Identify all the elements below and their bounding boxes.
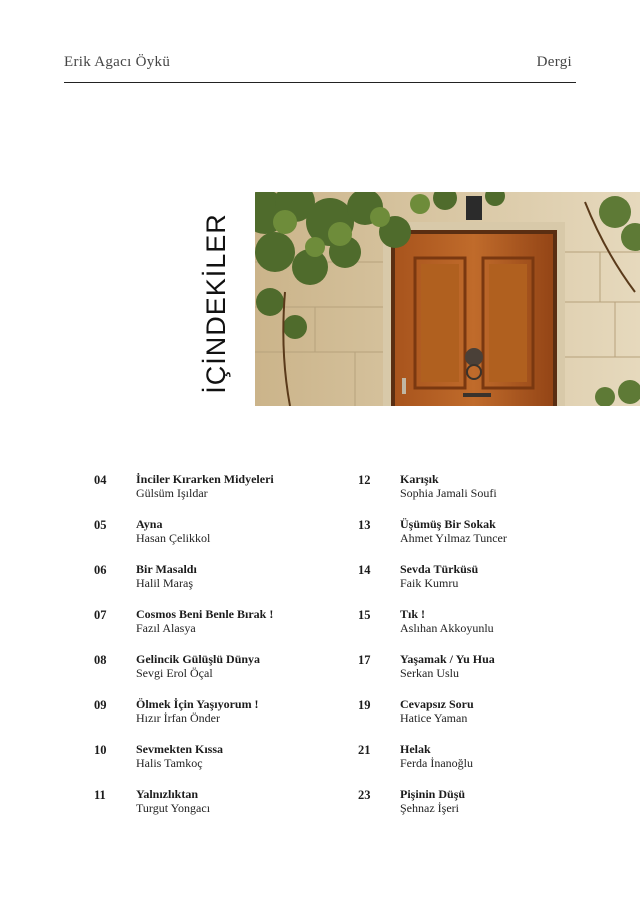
story-author: Hatice Yaman <box>400 711 468 725</box>
story-author: Serkan Uslu <box>400 666 459 680</box>
toc-heading: İÇİNDEKİLER <box>200 212 231 394</box>
story-author: Aslıhan Akkoyunlu <box>400 621 494 635</box>
header-divider <box>64 82 576 83</box>
page-number: 08 <box>94 653 107 667</box>
story-author: Hasan Çelikkol <box>136 531 211 545</box>
page-number: 14 <box>358 563 371 577</box>
story-title: İnciler Kırarken Midyeleri <box>136 472 274 486</box>
page-number: 10 <box>94 743 107 757</box>
toc-heading-wrapper <box>196 198 236 408</box>
magazine-type: Dergi <box>536 54 572 70</box>
story-author: Sevgi Erol Öçal <box>136 666 213 680</box>
story-title: Sevmekten Kıssa <box>136 742 223 756</box>
story-author: Turgut Yongacı <box>136 801 211 815</box>
story-title: Cosmos Beni Benle Bırak ! <box>136 607 274 621</box>
page-number: 06 <box>94 563 107 577</box>
story-author: Şehnaz İşeri <box>400 801 459 815</box>
wooden-door-photo <box>255 192 640 406</box>
story-title: Ayna <box>136 517 163 531</box>
page-number: 13 <box>358 518 371 532</box>
page-number: 17 <box>358 653 371 667</box>
story-title: Bir Masaldı <box>136 562 197 576</box>
story-author: Gülsüm Işıldar <box>136 486 208 500</box>
story-title: Sevda Türküsü <box>400 562 479 576</box>
story-title: Tık ! <box>400 607 426 621</box>
page-number: 07 <box>94 608 107 622</box>
story-author: Halis Tamkoç <box>136 756 203 770</box>
page-number: 05 <box>94 518 107 532</box>
story-title: Ölmek İçin Yaşıyorum ! <box>136 697 259 711</box>
story-author: Ahmet Yılmaz Tuncer <box>400 531 507 545</box>
story-title: Yaşamak / Yu Hua <box>400 652 495 666</box>
magazine-name: Erik Agacı Öykü <box>64 54 171 70</box>
story-title: Cevapsız Soru <box>400 697 474 711</box>
page-number: 19 <box>358 698 371 712</box>
story-author: Halil Maraş <box>136 576 193 590</box>
story-author: Sophia Jamali Soufi <box>400 486 497 500</box>
story-author: Fazıl Alasya <box>136 621 196 635</box>
story-title: Pişinin Düşü <box>400 787 466 801</box>
story-title: Üşümüş Bir Sokak <box>400 517 496 531</box>
story-title: Helak <box>400 742 431 756</box>
page-number: 04 <box>94 473 107 487</box>
story-title: Yalnızlıktan <box>136 787 199 801</box>
story-title: Karışık <box>400 472 439 486</box>
story-author: Ferda İnanoğlu <box>400 756 473 770</box>
page-number: 11 <box>94 788 106 802</box>
page-number: 09 <box>94 698 107 712</box>
page-number: 23 <box>358 788 371 802</box>
story-author: Hızır İrfan Önder <box>136 711 220 725</box>
story-author: Faik Kumru <box>400 576 459 590</box>
page-number: 12 <box>358 473 371 487</box>
story-title: Gelincik Gülüşlü Dünya <box>136 652 261 666</box>
page-number: 21 <box>358 743 371 757</box>
page-number: 15 <box>358 608 371 622</box>
